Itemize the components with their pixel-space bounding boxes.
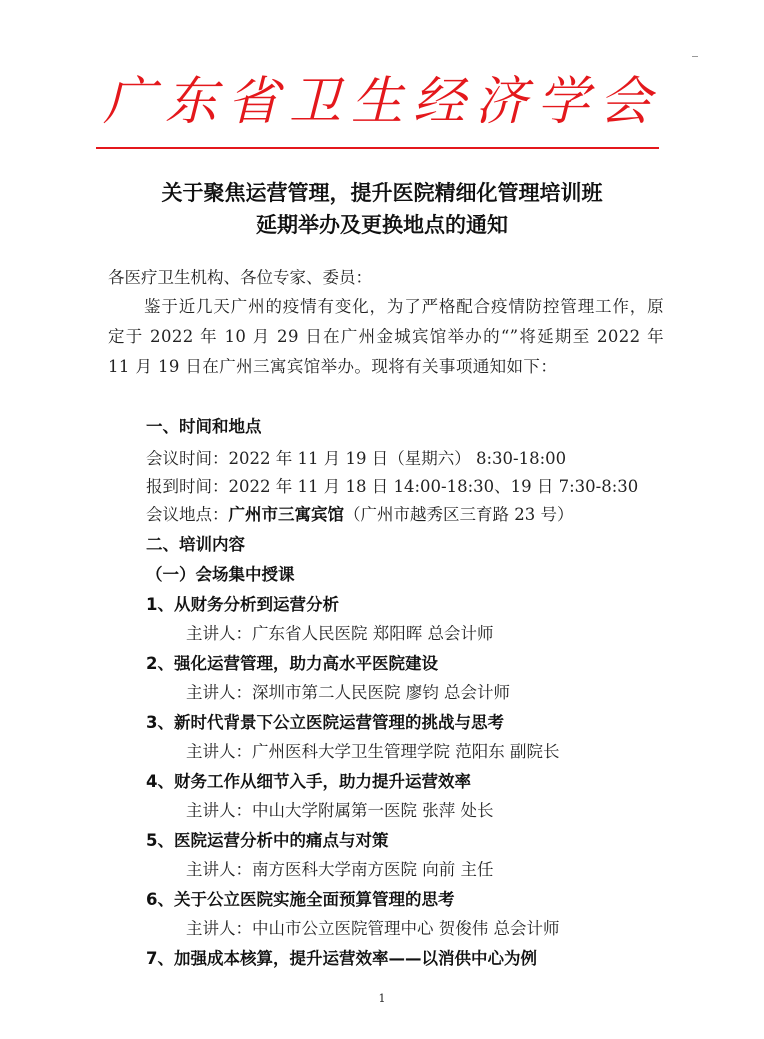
salutation: 各医疗卫生机构、各位专家、委员： (108, 268, 372, 287)
speaker-6: 主讲人：中山市公立医院管理中心 贺俊伟 总会计师 (186, 919, 560, 938)
meeting-time-label: 会议时间： (146, 449, 229, 468)
speaker-2: 主讲人：深圳市第二人民医院 廖钧 总会计师 (186, 683, 510, 702)
section-2-heading: 二、培训内容 (146, 535, 245, 554)
page-number: 1 (378, 992, 386, 1005)
topic-5: 5、医院运营分析中的痛点与对策 (146, 831, 389, 850)
topic-6: 6、关于公立医院实施全面预算管理的思考 (146, 890, 455, 909)
section-2-subheading: （一）会场集中授课 (146, 565, 295, 584)
topic-1: 1、从财务分析到运营分析 (146, 595, 339, 614)
speaker-3: 主讲人：广州医科大学卫生管理学院 范阳东 副院长 (186, 742, 560, 761)
venue-label: 会议地点： (146, 505, 229, 524)
speaker-5: 主讲人：南方医科大学南方医院 向前 主任 (186, 860, 494, 879)
venue-address: （广州市越秀区三育路 23 号） (344, 505, 574, 524)
checkin-time-label: 报到时间： (146, 477, 229, 496)
meeting-time-value: 2022 年 11 月 19 日（星期六） 8:30-18:00 (228, 449, 567, 468)
intro-paragraph: 鉴于近几天广州的疫情有变化，为了严格配合疫情防控管理工作，原定于 2022 年 10 月 29 日在广州金城宾馆举办的“”将延期至 2022 年 11 月 19 日在广州三寓宾馆举办。现将有关事项通知如下： (108, 297, 664, 376)
speaker-4: 主讲人：中山大学附属第一医院 张萍 处长 (186, 801, 494, 820)
document-title-line-1: 关于聚焦运营管理，提升医院精细化管理培训班 (161, 181, 603, 205)
meeting-time-row (146, 447, 566, 471)
checkin-time-value: 2022 年 11 月 18 日 14:00-18:30、19 日 7:30-8:30 (228, 477, 639, 496)
checkin-time-row (146, 475, 638, 499)
scan-mark (692, 56, 698, 57)
organization-letterhead: 广东省卫生经济学会 (102, 72, 661, 132)
topic-3: 3、新时代背景下公立医院运营管理的挑战与思考 (146, 713, 504, 732)
venue-row (146, 503, 574, 527)
document-title-line-2: 延期举办及更换地点的通知 (256, 213, 508, 237)
speaker-1: 主讲人：广东省人民医院 郑阳晖 总会计师 (186, 624, 494, 643)
topic-4: 4、财务工作从细节入手，助力提升运营效率 (146, 772, 471, 791)
topic-2: 2、强化运营管理，助力高水平医院建设 (146, 654, 438, 673)
topic-7: 7、加强成本核算，提升运营效率——以消供中心为例 (146, 949, 537, 968)
section-1-heading: 一、时间和地点 (146, 417, 262, 436)
venue-name: 广州市三寓宾馆 (228, 505, 344, 524)
letterhead-rule (96, 147, 659, 149)
